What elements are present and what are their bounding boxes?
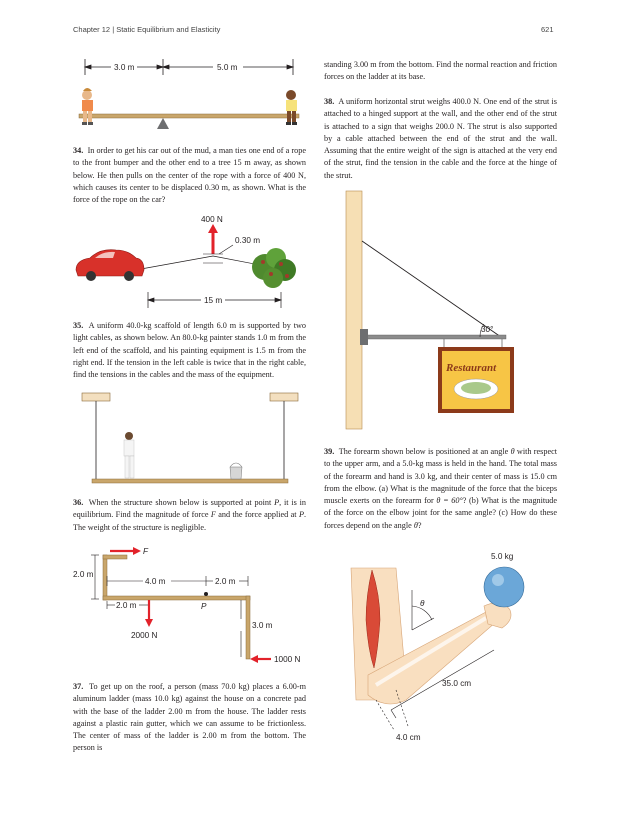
dim-35cm: 35.0 cm <box>442 679 472 688</box>
seesaw-board <box>79 114 299 118</box>
force-f-label: F <box>143 547 149 556</box>
force-f-arrow <box>110 547 141 555</box>
problem-37-text: To get up on the roof, a person (mass 70.0 kg) places a 6.00-m aluminum ladder (mass 10.0 kg) against the house on a concrete pad with the base of the ladder 2.00 m from the house. The ladder rests against a plastic rain gutter, which we can assume to be frictionless. The center of mass of the ladder is 2.00 m from the bottom. The person is <box>73 682 306 753</box>
theta-2: θ <box>413 520 418 530</box>
painter-icon <box>124 432 134 478</box>
seesaw-dim-left: 3.0 m <box>114 63 135 72</box>
mass-label: 5.0 kg <box>491 552 514 561</box>
problem-33-continuation: standing 3.00 m from the bottom. Find the normal reaction and friction forces on the ladder at its base. <box>324 60 557 82</box>
problem-36-text-c: and the force applied at <box>215 510 299 520</box>
displacement-label: 0.30 m <box>235 236 261 245</box>
problem-36 <box>73 497 306 534</box>
dim-2m-bottom: 2.0 m <box>116 601 137 610</box>
cable <box>362 241 501 337</box>
running-header: Chapter 12 | Static Equilibrium and Elasticity <box>73 25 221 34</box>
problem-39 <box>324 446 557 532</box>
var-p-2: P <box>298 510 304 520</box>
dim-2m-right: 2.0 m <box>215 577 236 586</box>
problem-39-text-c: ? (b) What is the magnitude of the force on the elbow joint for the same angle? (c) How do these forces depend on the angle <box>324 496 557 530</box>
point-p-label: P <box>201 602 207 611</box>
problem-36-number: 36. <box>73 498 84 507</box>
car-icon <box>76 250 144 281</box>
restaurant-sign <box>438 347 514 413</box>
problem-34-number: 34. <box>73 146 84 155</box>
point-p-dot <box>204 592 208 596</box>
rope <box>141 256 265 269</box>
problem-38-text: A uniform horizontal strut weighs 400.0 N. One end of the strut is attached to a hinged support at the wall, and the other end of the strut is attached to a sign that weighs 200.0 N. The strut is also supported by a cable attached between the end of the strut and the wall. Assuming that the entire weight of the sign is attached at the very end of the strut, find the tension in the cable and the force at the hinge of the strut. <box>324 97 557 180</box>
structure-figure <box>73 543 313 668</box>
problem-34-text: In order to get his car out of the mud, a man ties one end of a rope to the front bumper and the other end to a tree 15 m away, as shown below. He then pulls on the center of the rope with a force of 400 N, which causes its center to be displaced 0.30 m, as shown. What is the force of the rope on the car? <box>73 146 306 205</box>
theta-label: θ <box>420 599 425 608</box>
sign-text: Restaurant <box>446 362 497 374</box>
seesaw-pivot <box>157 118 169 129</box>
force-1000-arrow <box>250 655 271 663</box>
problem-36-text-d: . The weight of the structure is negligible. <box>73 510 306 532</box>
right-ceiling-support <box>270 393 298 401</box>
problem-35-text: A uniform 40.0-kg scaffold of length 6.0 m is supported by two light cables, as shown below. An 80.0-kg painter stands 1.0 m from the left end of the scaffold, and his painting equipment is 1.5 m from the right end. If the tension in the left cable is twice that in the right cable, find the tensions in the cables and the mass of the equipment. <box>73 321 306 380</box>
mass-ball <box>484 567 524 607</box>
seesaw-dim-right: 5.0 m <box>217 63 238 72</box>
hinge <box>360 329 368 345</box>
problem-38 <box>324 96 557 182</box>
problem-39-text-a: The forearm shown below is positioned at an angle <box>338 447 511 456</box>
problem-35 <box>73 320 306 381</box>
problem-39-text-d: ? <box>417 520 422 530</box>
problem-36-text-b: , it is in equilibrium. Find the magnitude of force <box>73 498 306 520</box>
force-2000-label: 2000 N <box>131 631 158 640</box>
problem-34 <box>73 145 306 206</box>
dim-3m: 3.0 m <box>252 621 273 630</box>
distance-15-label: 15 m <box>204 296 223 305</box>
problem-39-number: 39. <box>324 447 335 456</box>
force-2000-arrow <box>145 600 153 627</box>
forearm-figure <box>346 550 546 745</box>
strut <box>362 335 506 339</box>
right-child-icon <box>286 90 297 125</box>
dim-left-vertical: 2.0 m <box>73 570 94 579</box>
dim-4cm: 4.0 cm <box>396 733 421 742</box>
page-number: 621 <box>541 25 554 34</box>
dim-4m: 4.0 m <box>145 577 166 586</box>
problem-37-number: 37. <box>73 682 84 691</box>
paint-bucket-icon <box>230 463 242 479</box>
theta-1: θ <box>510 447 515 456</box>
sign-strut-figure <box>346 191 546 431</box>
left-child-icon <box>82 88 93 125</box>
scaffold-plank <box>92 479 288 483</box>
problem-39-text-b: with respect to the upper arm, and a 5.0-kg mass is held in the hand. The total mass of the forearm and hand is 3.0 kg, and their center of mass is 15.0 cm from the elbow. (a) What is the magnitude of the force that the biceps muscle exerts on the forearm for <box>324 447 557 506</box>
var-f: F <box>210 510 216 520</box>
car-tree-figure <box>73 212 308 312</box>
seesaw-figure <box>75 55 305 135</box>
problem-38-number: 38. <box>324 97 335 106</box>
scaffold-figure <box>82 393 302 488</box>
angle-30-label: 30° <box>481 325 494 334</box>
force-1000-label: 1000 N <box>274 655 301 664</box>
wall <box>346 191 362 429</box>
force-400-label: 400 N <box>201 215 223 224</box>
problem-35-number: 35. <box>73 321 84 330</box>
var-p: P <box>274 498 280 507</box>
problem-36-text-a: When the structure shown below is supported at point <box>88 498 275 507</box>
problem-37 <box>73 681 306 755</box>
tree-icon <box>252 248 296 288</box>
theta-equation: θ = 60° <box>436 496 463 506</box>
left-ceiling-support <box>82 393 110 401</box>
